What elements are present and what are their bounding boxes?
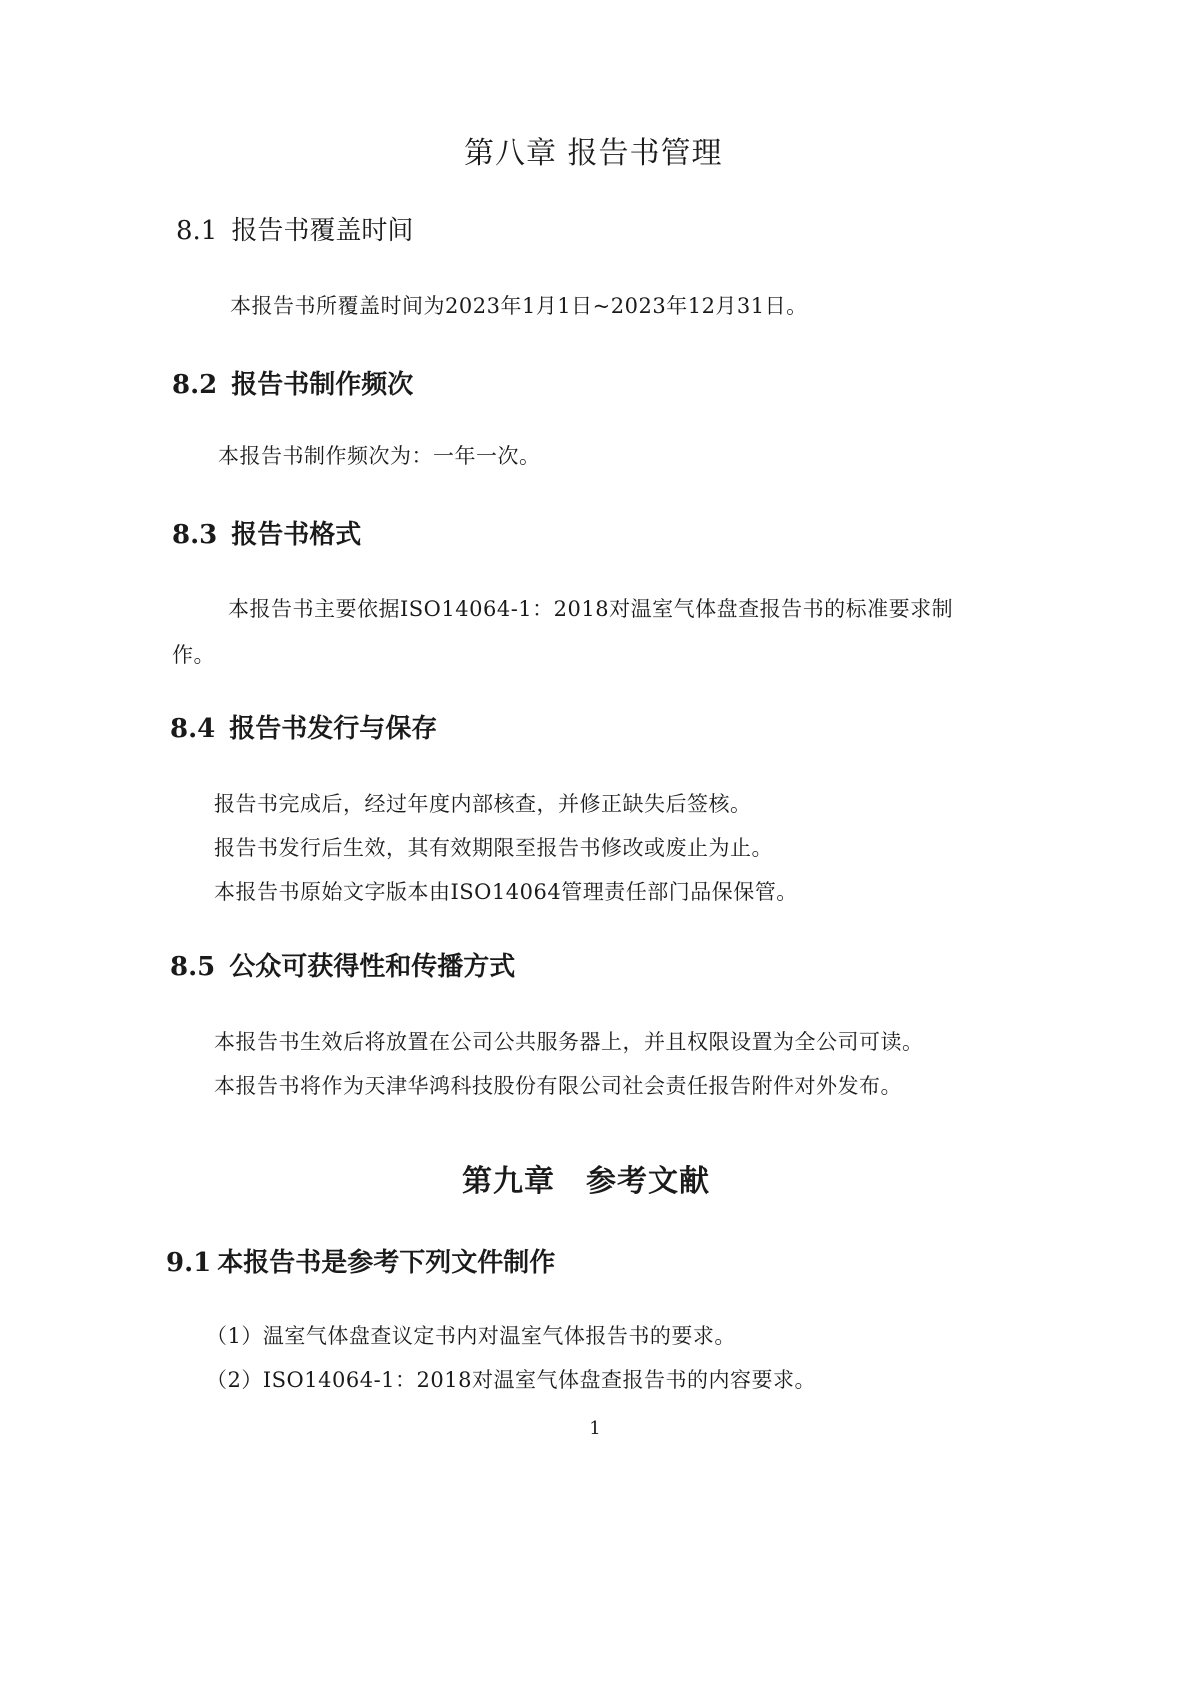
paragraph-coverage-time: 本报告书所覆盖时间为2023年1月1日~2023年12月31日。 [230, 294, 808, 318]
section-number: 8.3 [172, 520, 218, 550]
section-title: 公众可获得性和传播方式 [229, 952, 516, 982]
section-8-5-heading [170, 946, 515, 983]
chapter-9-title: 第九章 参考文献 [462, 1164, 710, 1199]
section-number: 9.1 [166, 1248, 212, 1278]
section-number: 8.4 [170, 714, 216, 744]
section-title: 报告书覆盖时间 [231, 216, 414, 246]
section-number: 8.5 [170, 952, 216, 982]
paragraph-availability-2: 本报告书将作为天津华鸿科技股份有限公司社会责任报告附件对外发布。 [214, 1074, 902, 1098]
paragraph-issuance-2: 报告书发行后生效，其有效期限至报告书修改或废止为止。 [214, 836, 773, 860]
paragraph-frequency: 本报告书制作频次为：一年一次。 [218, 444, 541, 468]
paragraph-issuance-3: 本报告书原始文字版本由ISO14064管理责任部门品保保管。 [214, 880, 798, 904]
reference-item-1: （1）温室气体盘查议定书内对温室气体报告书的要求。 [206, 1324, 736, 1348]
paragraph-availability-1: 本报告书生效后将放置在公司公共服务器上，并且权限设置为全公司可读。 [214, 1030, 924, 1054]
section-title: 本报告书是参考下列文件制作 [217, 1248, 556, 1278]
section-8-2-heading [172, 364, 413, 401]
section-9-1-heading [166, 1242, 555, 1279]
paragraph-issuance-1: 报告书完成后，经过年度内部核查，并修正缺失后签核。 [214, 792, 752, 816]
section-number: 8.2 [172, 370, 218, 400]
section-8-3-heading [172, 514, 361, 551]
section-number: 8.1 [176, 216, 218, 246]
paragraph-format: 本报告书主要依据ISO14064-1：2018对温室气体盘查报告书的标准要求制作。 [172, 597, 954, 667]
section-8-4-heading [170, 708, 437, 745]
page-number: 1 [589, 1418, 601, 1439]
section-title: 报告书制作频次 [231, 370, 414, 400]
section-title: 报告书格式 [231, 520, 362, 550]
section-8-1-heading [176, 210, 413, 247]
section-title: 报告书发行与保存 [229, 714, 438, 744]
chapter-8-title: 第八章 报告书管理 [464, 136, 723, 171]
reference-item-2: （2）ISO14064-1：2018对温室气体盘查报告书的内容要求。 [206, 1368, 816, 1392]
